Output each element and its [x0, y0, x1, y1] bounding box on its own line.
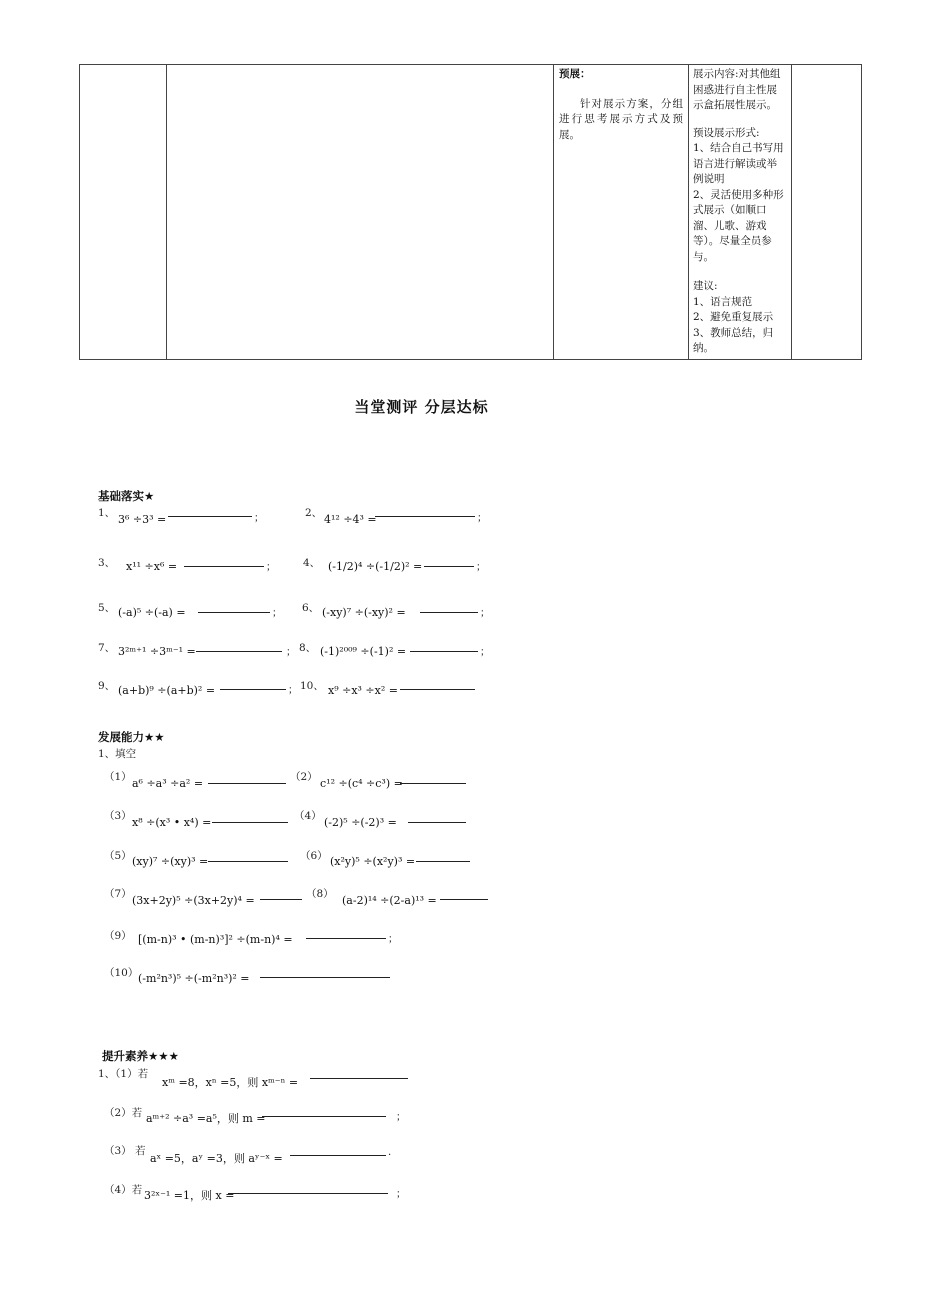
answer-line — [262, 1116, 386, 1117]
answer-line — [424, 566, 474, 567]
improve-num-1: 1、（1）若 — [98, 1068, 149, 1080]
table-cell-5 — [792, 65, 862, 360]
answer-line — [416, 861, 470, 862]
answer-line — [168, 516, 252, 517]
develop-num-6: （6） — [300, 850, 328, 862]
basic-expr-1: 3⁶ ÷3³ = — [118, 513, 167, 526]
answer-line — [196, 651, 282, 652]
answer-line — [408, 822, 466, 823]
answer-line — [184, 566, 264, 567]
develop-expr-8: (a-2)¹⁴ ÷(2-a)¹³ = — [342, 894, 437, 907]
basic-expr-9: (a+b)⁹ ÷(a+b)² = — [118, 684, 216, 697]
answer-line — [208, 861, 288, 862]
develop-num-2: （2） — [290, 771, 318, 783]
basic-num-7: 7、 — [98, 642, 116, 654]
basic-expr-7: 3²ᵐ⁺¹ ÷3ᵐ⁻¹ = — [118, 645, 196, 658]
develop-expr-7: (3x+2y)⁵ ÷(3x+2y)⁴ = — [132, 894, 255, 907]
semicolon: ； — [272, 608, 282, 619]
improve-expr-3: aˣ =5，aʸ =3，则 aʸ⁻ˣ = — [150, 1152, 283, 1165]
semicolon: ； — [388, 934, 398, 945]
improve-num-4: （4）若 — [104, 1184, 143, 1196]
preview-body: 针对展示方案，分组进行思考展示方式及预展。 — [559, 97, 683, 141]
basic-expr-8: (-1)²⁰⁰⁹ ÷(-1)² = — [320, 645, 407, 658]
basic-expr-6: (-xy)⁷ ÷(-xy)² = — [322, 606, 406, 619]
answer-line — [420, 612, 478, 613]
develop-expr-4: (-2)⁵ ÷(-2)³ = — [324, 816, 397, 829]
period: . — [388, 1147, 392, 1158]
semicolon: ； — [477, 513, 487, 524]
table-cell-2 — [167, 65, 554, 360]
page-title: 当堂测评 分层达标 — [354, 398, 489, 416]
display-content: 展示内容:对其他组困惑进行自主性展示盒拓展性展示。 — [693, 68, 781, 111]
develop-sub: 1、填空 — [98, 748, 137, 760]
develop-num-10: （10） — [104, 967, 139, 979]
preview-title: 预展： — [559, 68, 591, 80]
develop-num-1: （1） — [104, 771, 132, 783]
display-form-title: 预设展示形式: — [693, 126, 760, 139]
develop-num-5: （5） — [104, 850, 132, 862]
basic-num-10: 10、 — [300, 680, 324, 692]
improve-expr-2: aᵐ⁺² ÷a³ =a⁵，则 m = — [146, 1112, 266, 1125]
develop-num-4: （4） — [294, 810, 322, 822]
answer-line — [198, 612, 270, 613]
semicolon: ； — [476, 562, 486, 573]
answer-line — [260, 899, 302, 900]
answer-line — [260, 977, 390, 978]
lesson-plan-table — [79, 64, 862, 360]
suggestion-2: 2、避免重复展示 — [693, 311, 774, 323]
suggestion-title: 建议: — [693, 280, 718, 292]
suggestion-3: 3、教师总结，归纳。 — [693, 326, 774, 354]
basic-expr-10: x⁹ ÷x³ ÷x² = — [328, 684, 398, 697]
improve-expr-4: 3²ˣ⁻¹ =1，则 x = — [144, 1189, 235, 1202]
develop-num-3: （3） — [104, 810, 132, 822]
basic-num-2: 2、 — [305, 507, 323, 519]
improve-expr-1: xᵐ =8，xⁿ =5，则 xᵐ⁻ⁿ = — [162, 1076, 299, 1089]
basic-num-3: 3、 — [98, 557, 116, 569]
develop-expr-10: (-m²n³)⁵ ÷(-m²n³)² = — [138, 972, 250, 985]
answer-line — [310, 1078, 408, 1079]
semicolon: ； — [396, 1189, 406, 1200]
basic-heading: 基础落实★ — [98, 489, 155, 503]
display-form-2: 2、灵活使用多种形式展示（如顺口溜、儿歌、游戏等）。尽量全员参与。 — [693, 188, 784, 263]
table-cell-preview — [554, 65, 689, 360]
develop-num-9: （9） — [104, 930, 132, 942]
answer-line — [400, 689, 475, 690]
answer-line — [410, 651, 478, 652]
semicolon: ； — [480, 608, 490, 619]
display-notes — [689, 65, 791, 359]
display-form-1: 1、结合自己书写用语言进行解读或举例说明 — [693, 142, 784, 185]
develop-expr-5: (xy)⁷ ÷(xy)³ = — [132, 855, 209, 868]
answer-line — [306, 938, 386, 939]
semicolon: ； — [286, 647, 296, 658]
answer-line — [220, 689, 286, 690]
develop-heading: 发展能力★★ — [98, 730, 165, 744]
answer-line — [375, 516, 475, 517]
answer-line — [228, 1193, 388, 1194]
answer-line — [208, 783, 286, 784]
basic-num-1: 1、 — [98, 507, 116, 519]
develop-expr-3: x⁸ ÷(x³ • x⁴) = — [132, 816, 212, 829]
semicolon: ； — [396, 1112, 406, 1123]
develop-expr-1: a⁶ ÷a³ ÷a² = — [132, 777, 204, 790]
develop-expr-6: (x²y)⁵ ÷(x²y)³ = — [330, 855, 416, 868]
improve-heading: 提升素养★★★ — [102, 1049, 179, 1063]
develop-expr-2: c¹² ÷(c⁴ ÷c³) = — [320, 777, 403, 790]
basic-num-9: 9、 — [98, 680, 116, 692]
basic-expr-5: (-a)⁵ ÷(-a) = — [118, 606, 186, 619]
answer-line — [212, 822, 288, 823]
answer-line — [290, 1155, 386, 1156]
semicolon: ； — [254, 513, 264, 524]
semicolon: ； — [480, 647, 490, 658]
basic-num-5: 5、 — [98, 602, 116, 614]
semicolon: ； — [266, 562, 276, 573]
basic-num-6: 6、 — [302, 602, 320, 614]
develop-expr-9: [(m-n)³ • (m-n)³]² ÷(m-n)⁴ = — [138, 933, 293, 946]
basic-expr-4: (-1/2)⁴ ÷(-1/2)² = — [328, 560, 423, 573]
basic-expr-3: x¹¹ ÷x⁶ = — [126, 560, 178, 573]
basic-num-4: 4、 — [303, 557, 321, 569]
answer-line — [400, 783, 466, 784]
develop-num-8: （8） — [306, 888, 334, 900]
improve-num-3: （3） 若 — [104, 1145, 146, 1157]
suggestion-1: 1、语言规范 — [693, 295, 753, 308]
develop-num-7: （7） — [104, 888, 132, 900]
table-cell-1 — [80, 65, 167, 360]
basic-num-8: 8、 — [299, 642, 317, 654]
semicolon: ； — [288, 685, 298, 696]
answer-line — [440, 899, 488, 900]
basic-expr-2: 4¹² ÷4³ = — [324, 513, 377, 526]
table-cell-display — [689, 65, 792, 360]
improve-num-2: （2）若 — [104, 1107, 143, 1119]
